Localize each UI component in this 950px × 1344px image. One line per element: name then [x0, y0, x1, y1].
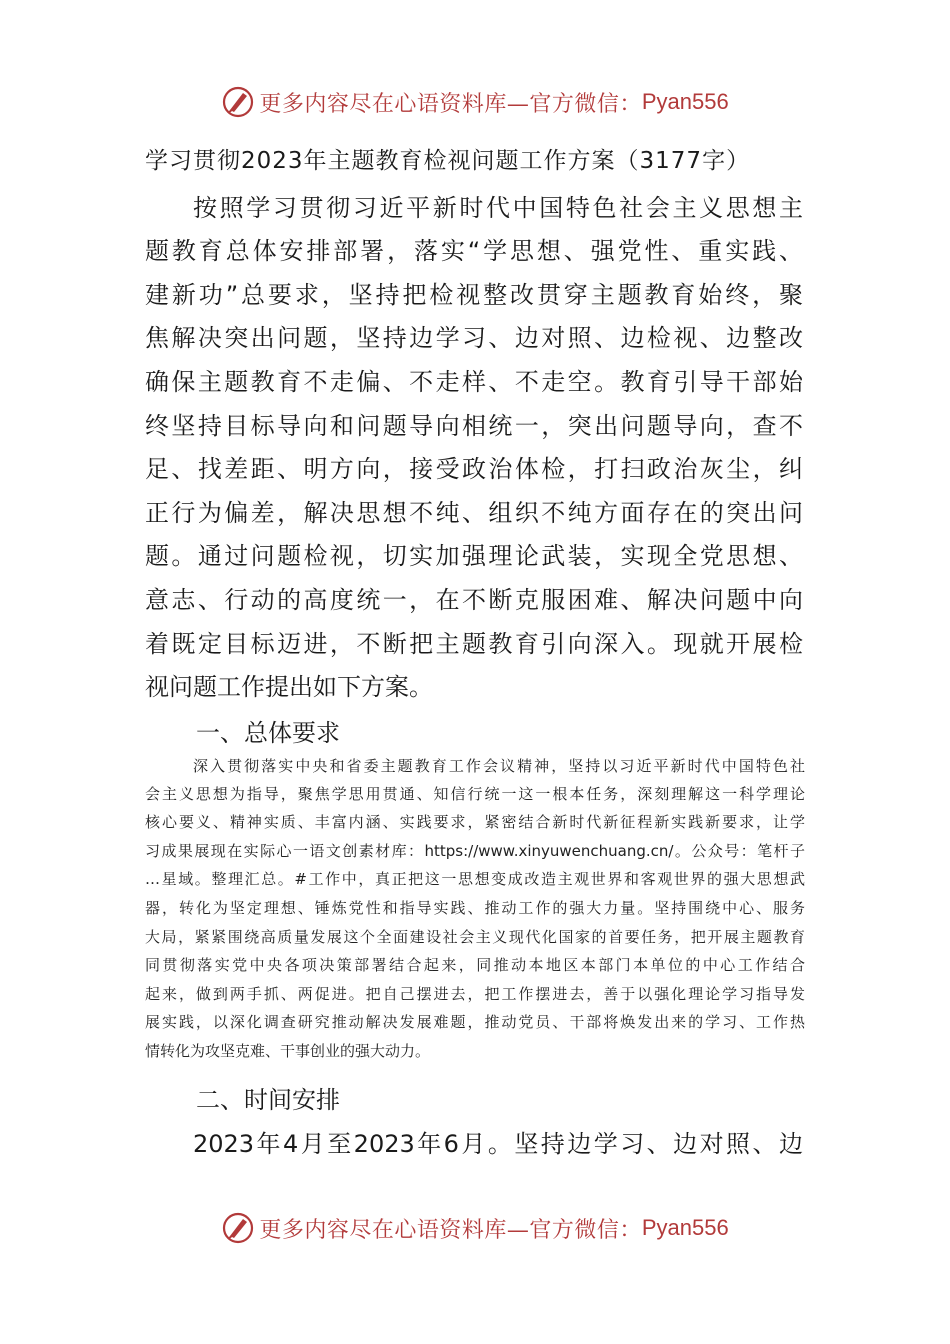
intro-line: 终坚持目标导向和问题导向相统一，突出问题导向，查不: [145, 412, 803, 440]
intro-line: 题。通过问题检视，切实加强理论武装，实现全党思想、: [145, 542, 803, 570]
section1-line: 深入贯彻落实中央和省委主题教育工作会议精神，坚持以习近平新时代中国特色社: [193, 757, 805, 775]
section2-line: 2023年4月至2023年6月。坚持边学习、边对照、边: [193, 1130, 803, 1158]
section1-line: 器，转化为坚定理想、锤炼党性和指导实践、推动工作的强大力量。坚持围绕中心、服务: [145, 899, 805, 917]
banner-wechat-id: Pyan556: [641, 89, 729, 114]
intro-line: 着既定目标迈进，不断把主题教育引向深入。现就开展检: [145, 630, 803, 658]
section1-line: 同贯彻落实党中央各项决策部署结合起来，同推动本地区本部门本单位的中心工作结合: [145, 956, 805, 974]
intro-line: 焦解决突出问题，坚持边学习、边对照、边检视、边整改: [145, 324, 803, 352]
banner-text: 更多内容尽在心语资料库—官方微信：: [259, 91, 642, 117]
section1-line: 展实践，以深化调查研究推动解决发展难题，推动党员、干部将焕发出来的学习、工作热: [145, 1013, 805, 1031]
quill-logo-icon: [221, 85, 255, 119]
intro-line: 视问题工作提出如下方案。: [145, 673, 433, 701]
intro-line: 意志、行动的高度统一，在不断克服困难、解决问题中向: [145, 586, 803, 614]
intro-line: 建新功”总要求，坚持把检视整改贯穿主题教育始终，聚: [145, 281, 803, 309]
section-heading: 一、总体要求: [196, 719, 340, 747]
intro-line: 确保主题教育不走偏、不走样、不走空。教育引导干部始: [145, 368, 803, 396]
intro-line: 足、找差距、明方向，接受政治体检，打扫政治灰尘，纠: [145, 455, 803, 483]
section1-line: 大局，紧紧围绕高质量发展这个全面建设社会主义现代化国家的首要任务，把开展主题教育: [145, 928, 805, 946]
section1-line: 起来，做到两手抓、两促进。把自己摆进去，把工作摆进去，善于以强化理论学习指导发: [145, 985, 805, 1003]
top-banner: [0, 82, 950, 122]
intro-line: 题教育总体安排部署，落实“学思想、强党性、重实践、: [145, 237, 803, 265]
section1-line: 习成果展现在实际心一语文创素材库：https://www.xinyuwenchuang.cn/。公众号：笔杆子: [145, 842, 805, 860]
section1-line: 会主义思想为指导，聚焦学思用贯通、知信行统一这一根本任务，深刻理解这一科学理论: [145, 785, 805, 803]
section1-line: 情转化为攻坚克难、干事创业的强大动力。: [145, 1042, 431, 1060]
banner-wechat-id: Pyan556: [641, 1215, 729, 1240]
section1-line: …星域。整理汇总。#工作中，真正把这一思想变成改造主观世界和客观世界的强大思想武: [145, 870, 805, 888]
document-title: 学习贯彻2023年主题教育检视问题工作方案（3177字）: [145, 148, 751, 174]
section1-line: 核心要义、精神实质、丰富内涵、实践要求，紧密结合新时代新征程新实践新要求，让学: [145, 813, 805, 831]
section-heading: 二、时间安排: [196, 1086, 340, 1114]
intro-line: 正行为偏差，解决思想不纯、组织不纯方面存在的突出问: [145, 499, 803, 527]
banner-text: 更多内容尽在心语资料库—官方微信：: [259, 1217, 642, 1243]
bottom-banner: [0, 1208, 950, 1248]
quill-logo-icon: [221, 1211, 255, 1245]
intro-line: 按照学习贯彻习近平新时代中国特色社会主义思想主: [193, 194, 803, 222]
